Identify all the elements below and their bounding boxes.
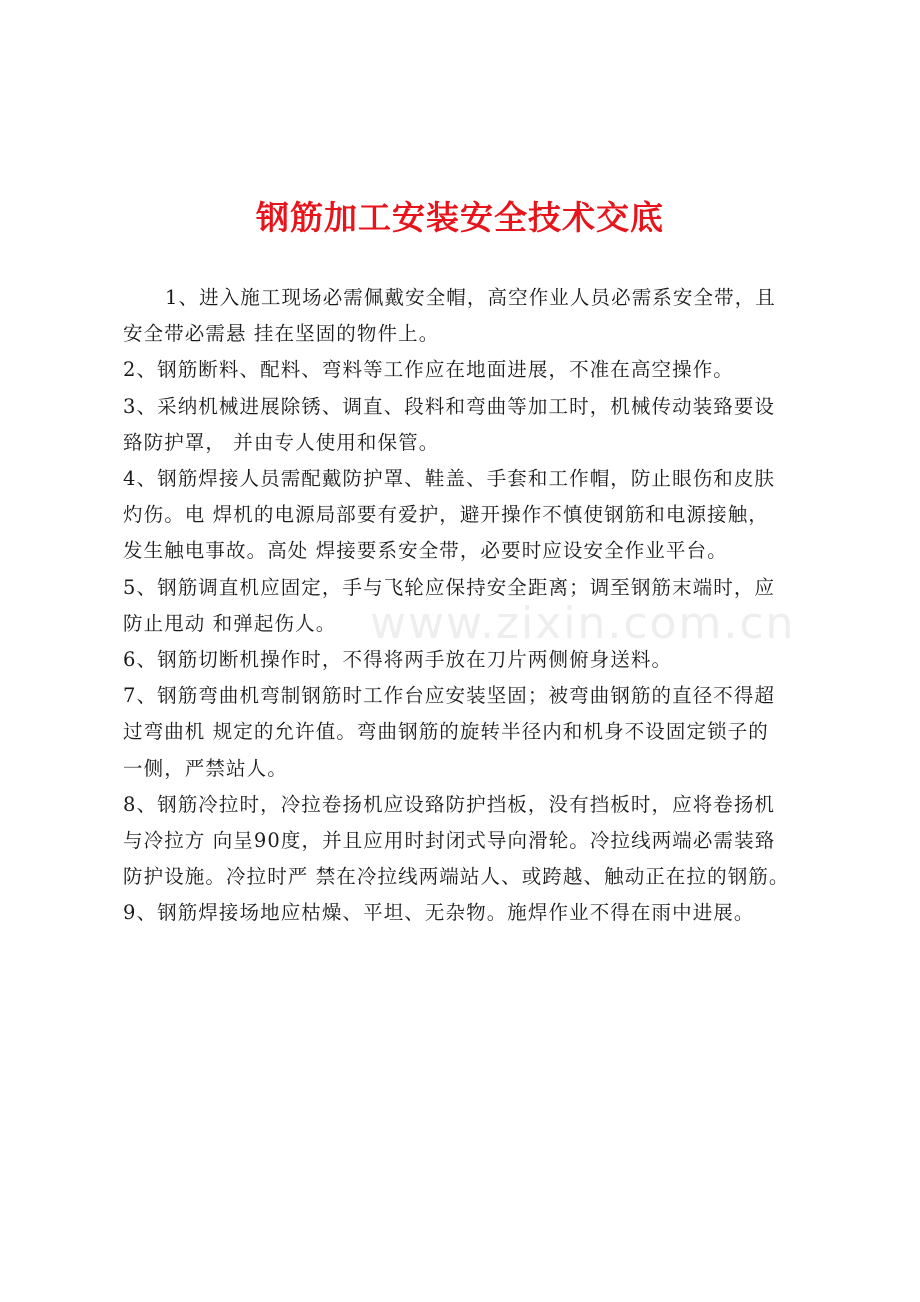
watermark: www.zixin.com.cn <box>370 598 796 649</box>
text-line: 4、钢筋焊接人员需配戴防护罩、鞋盖、手套和工作帽，防止眼伤和皮肤 <box>123 467 776 491</box>
text-line: 灼伤。电 焊机的电源局部要有爱护，避开操作不慎使钢筋和电源接触， <box>123 503 769 527</box>
text-line: 一侧，严禁站人。 <box>123 756 288 780</box>
document-title: 钢筋加工安装安全技术交底 <box>256 198 664 237</box>
text-line: 5、钢筋调直机应固定，手与飞轮应保持安全距离；调至钢筋末端时，应 <box>123 575 776 599</box>
text-line: 与冷拉方 向呈90度，并且应用时封闭式导向滑轮。冷拉线两端必需装臵 <box>123 829 776 853</box>
document-body <box>123 280 813 932</box>
text-line: 1、进入施工现场必需佩戴安全帽，高空作业人员必需系安全带，且 <box>165 286 776 309</box>
text-line: 2、钢筋断料、配料、弯料等工作应在地面进展，不准在高空操作。 <box>123 358 734 382</box>
text-line: 9、钢筋焊接场地应枯燥、平坦、无杂物。施焊作业不得在雨中进展。 <box>123 901 755 925</box>
text-line: 6、钢筋切断机操作时，不得将两手放在刀片两侧俯身送料。 <box>123 648 673 672</box>
text-line: 臵防护罩， 并由专人使用和保管。 <box>123 430 440 454</box>
text-line: 7、钢筋弯曲机弯制钢筋时工作台应安装坚固；被弯曲钢筋的直径不得超 <box>123 684 776 708</box>
text-line: 防止甩动 和弹起伤人。 <box>123 611 337 635</box>
text-line: 发生触电事故。高处 焊接要系安全带，必要时应设安全作业平台。 <box>123 539 728 563</box>
text-line: 安全带必需悬 挂在坚固的物件上。 <box>123 322 440 346</box>
text-line: 防护设施。冷拉时严 禁在冷拉线两端站人、或跨越、触动正在拉的钢筋。 <box>123 865 790 889</box>
text-line: 3、采纳机械进展除锈、调直、段料和弯曲等加工时，机械传动装臵要设 <box>123 394 776 418</box>
text-line: 过弯曲机 规定的允许值。弯曲钢筋的旋转半径内和机身不设固定锁子的 <box>123 720 769 744</box>
text-line: 8、钢筋冷拉时，冷拉卷扬机应设臵防护挡板，没有挡板时，应将卷扬机 <box>123 792 776 816</box>
